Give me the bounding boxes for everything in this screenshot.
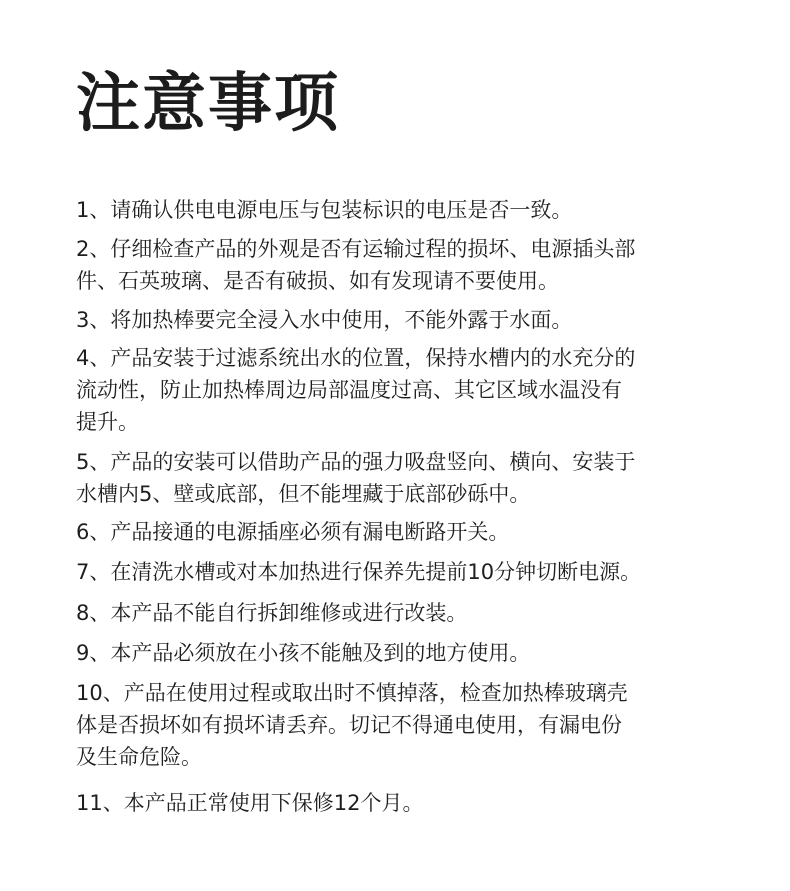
list-item: 9、本产品必须放在小孩不能触及到的地方使用。: [76, 641, 531, 665]
list-item: 11、本产品正常使用下保修12个月。: [76, 791, 424, 815]
page-title: 注意事项: [76, 67, 340, 141]
list-item: 10、产品在使用过程或取出时不慎掉落，检查加热棒玻璃壳 体是否损坏如有损坏请丢弃。切记不得通电使用，有漏电份 及生命危险。: [76, 681, 628, 769]
list-item: 2、仔细检查产品的外观是否有运输过程的损坏、电源插头部 件、石英玻璃、是否有破损、如有发现请不要使用。: [76, 237, 636, 293]
list-item: 5、产品的安装可以借助产品的强力吸盘竖向、横向、安装于 水槽内5、壁或底部，但不能埋藏于底部砂砾中。: [76, 450, 636, 506]
list-item: 1、请确认供电电源电压与包装标识的电压是否一致。: [76, 198, 573, 222]
list-item: 3、将加热棒要完全浸入水中使用，不能外露于水面。: [76, 308, 573, 332]
list-item: 7、在清洗水槽或对本加热进行保养先提前10分钟切断电源。: [76, 560, 642, 584]
list-item: 4、产品安装于过滤系统出水的位置，保持水槽内的水充分的 流动性，防止加热棒周边局部温度过高、其它区域水温没有 提升。: [76, 346, 636, 434]
list-item: 8、本产品不能自行拆卸维修或进行改装。: [76, 601, 468, 625]
list-item: 6、产品接通的电源插座必须有漏电断路开关。: [76, 520, 510, 544]
